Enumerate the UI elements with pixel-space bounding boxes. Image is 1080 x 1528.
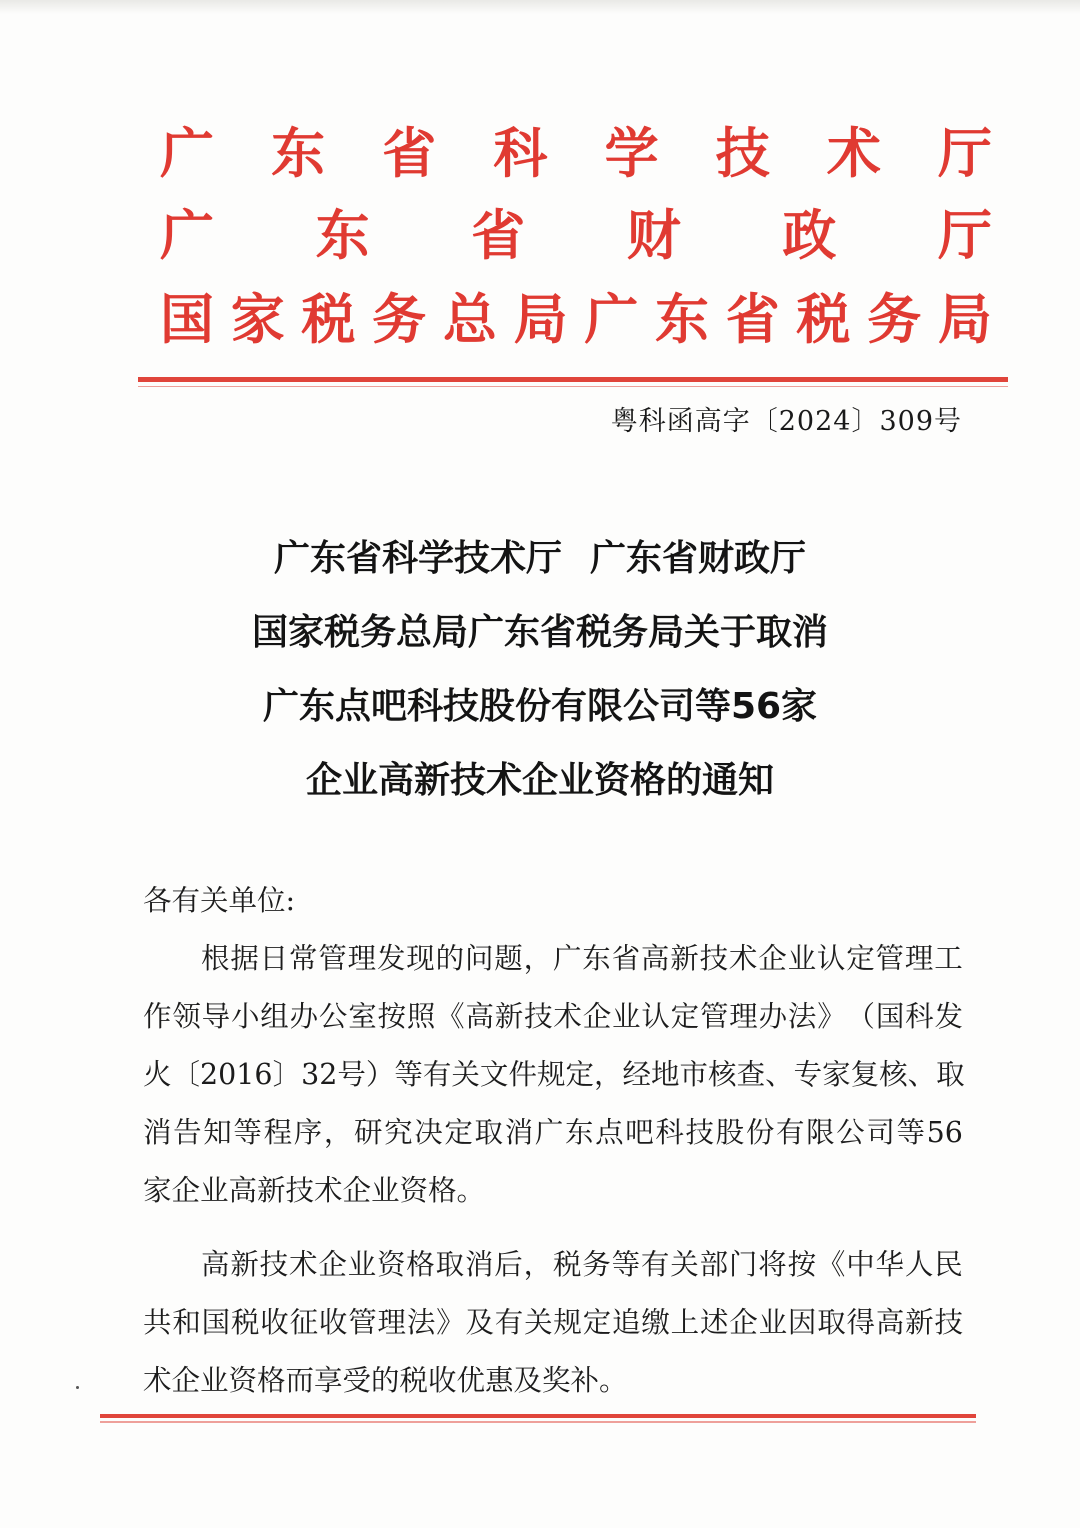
- salutation-text: 各有关单位:: [143, 884, 296, 917]
- paragraph-1-line-2: 作 领 导 小 组 办 公 室 按 照 《 高 新 技 术 企 业 认 定 管 理 办 法 》 （ 国 科 发: [143, 1000, 963, 1033]
- paragraph-2-line-1: 高 新 技 术 企 业 资 格 取 消 后 ， 税 务 等 有 关 部 门 将 按 《 中 华 人 民: [201, 1248, 963, 1281]
- title-line-1: [0, 530, 1080, 604]
- title-line-1-part-b: 广东省财政厅: [590, 538, 807, 579]
- title-line-4: 企业高新技术企业资格的通知: [305, 760, 774, 801]
- header-red-rule: [138, 377, 1008, 382]
- document-title: [0, 530, 1080, 826]
- title-line-3: 广东点吧科技股份有限公司等56家: [262, 686, 818, 727]
- issuer-line-3: 国 家 税 务 总 局 广 东 省 税 务 局: [160, 288, 992, 351]
- issuer-line-1: 广 东 省 科 学 技 术 厅: [160, 122, 992, 185]
- document-body: [143, 872, 963, 1410]
- title-line-2: 国家税务总局广东省税务局关于取消: [251, 612, 828, 653]
- scan-speck: [76, 1386, 79, 1389]
- paragraph-1-line-5: 家企业高新技术企业资格。: [143, 1174, 486, 1207]
- footer-red-rule: [100, 1414, 976, 1418]
- scan-edge-shadow: [0, 0, 1080, 14]
- salutation: [143, 872, 963, 930]
- document-number: 粤科函高字〔2024〕309号: [610, 406, 962, 437]
- footer-red-rule-thin: [100, 1421, 976, 1423]
- paragraph-2-line-2: 共 和 国 税 收 征 收 管 理 法 》 及 有 关 规 定 追 缴 上 述 企 业 因 取 得 高 新 技: [143, 1306, 963, 1339]
- issuer-line-2: 广 东 省 财 政 厅: [160, 204, 992, 267]
- paragraph-1-line-4: 消 告 知 等 程 序 ， 研 究 决 定 取 消 广 东 点 吧 科 技 股 份 有 限 公 司 等 56: [143, 1116, 963, 1149]
- header-red-rule-thin: [138, 386, 1008, 387]
- paragraph-1-line-3: 火 〔 2016 〕 32 号 ） 等 有 关 文 件 规 定 ， 经 地 市 核 查 、 专 家 复 核 、 取: [143, 1058, 965, 1091]
- paragraph-2-line-3: 术企业资格而享受的税收优惠及奖补。: [143, 1364, 628, 1397]
- paragraph-1-line-1: 根 据 日 常 管 理 发 现 的 问 题 ， 广 东 省 高 新 技 术 企 业 认 定 管 理 工: [201, 942, 963, 975]
- title-line-1-part-a: 广东省科学技术厅: [273, 538, 562, 579]
